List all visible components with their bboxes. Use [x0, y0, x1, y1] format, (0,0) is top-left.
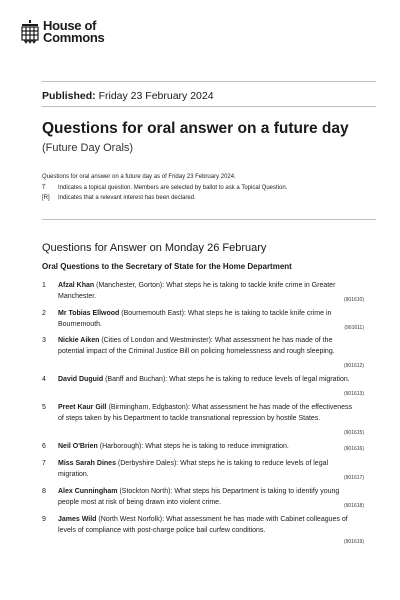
- question-ref: (901611): [344, 325, 364, 331]
- question-constituency: (Manchester, Gorton):: [96, 282, 165, 289]
- question-number: 1: [42, 282, 46, 289]
- logo-line-2: Commons: [43, 30, 105, 45]
- published-label: Published:: [42, 90, 96, 102]
- question-ref: (901612): [343, 363, 364, 369]
- question-member: Mr Tobias Ellwood: [58, 310, 120, 317]
- question-number: 7: [42, 460, 46, 467]
- notes-block: [42, 172, 287, 204]
- question-text: What steps he is taking to tackle knife crime in Greater Manchester.: [58, 282, 336, 300]
- question-item: [42, 487, 364, 509]
- question-number: 2: [42, 310, 46, 317]
- question-number: 5: [42, 404, 46, 411]
- question-constituency: (Banff and Buchan):: [105, 376, 168, 383]
- page-title: Questions for oral answer on a future day: [42, 120, 349, 137]
- notes-intro: Questions for oral answer on a future day as of Friday 23 February 2024.: [42, 174, 236, 180]
- question-number: 3: [42, 337, 46, 344]
- logo-line-1: House of: [43, 18, 97, 33]
- question-member: Preet Kaur Gill: [58, 404, 107, 411]
- question-text: What assessment he has made of the potential impact of the Criminal Justice Bill on policing homelessness and rough sleeping.: [58, 337, 335, 355]
- note-item: [42, 193, 287, 204]
- question-text: What steps he is taking to tackle knife crime in Bournemouth.: [58, 310, 332, 328]
- published-date: Friday 23 February 2024: [98, 90, 214, 102]
- published-line: [42, 90, 214, 102]
- question-number: 9: [42, 516, 46, 523]
- note-text: Indicates that a relevant interest has been declared.: [58, 195, 196, 201]
- question-ref: (901615): [343, 430, 364, 436]
- question-ref: (901619): [343, 539, 364, 545]
- question-ref: (901617): [343, 475, 364, 481]
- question-text: What steps his Department is taking to identify young people most at risk of being drawn into violent crime.: [58, 488, 340, 506]
- question-constituency: (Bournemouth East):: [121, 310, 186, 317]
- question-member: Alex Cunningham: [58, 488, 118, 495]
- department-heading: Oral Questions to the Secretary of State for the Home Department: [42, 262, 292, 271]
- note-key: T: [42, 184, 46, 191]
- divider-notes: [42, 219, 376, 220]
- question-ref: (901610): [343, 297, 364, 303]
- page-subtitle: (Future Day Orals): [42, 142, 134, 154]
- divider-published: [42, 106, 376, 107]
- question-item: [42, 375, 364, 397]
- question-item: [42, 515, 364, 545]
- section-heading: Questions for Answer on Monday 26 February: [42, 242, 267, 254]
- note-item: [42, 183, 287, 194]
- question-number: 4: [42, 376, 46, 383]
- question-member: James Wild: [58, 516, 97, 523]
- question-constituency: (Birmingham, Edgbaston):: [108, 404, 190, 411]
- question-constituency: (Stockton North):: [119, 488, 173, 495]
- question-member: David Duguid: [58, 376, 104, 383]
- question-member: Neil O'Brien: [58, 443, 98, 450]
- house-of-commons-logo: [20, 20, 104, 44]
- question-constituency: (Cities of London and Westminster):: [101, 337, 213, 344]
- question-number: 8: [42, 488, 46, 495]
- question-item: [42, 281, 364, 303]
- note-key: [R]: [42, 195, 50, 201]
- question-constituency: (Derbyshire Dales):: [117, 460, 179, 467]
- question-text: What assessment he has made of the effectiveness of steps taken by his Department to tackle transnational repression by hostile States.: [58, 404, 353, 422]
- question-text: What steps he is taking to reduce immigration.: [145, 443, 289, 450]
- question-item: [42, 459, 364, 481]
- question-text: What steps he is taking to reduce levels of legal migration.: [169, 376, 350, 383]
- logo-wordmark: [43, 20, 104, 44]
- question-member: Miss Sarah Dines: [58, 460, 116, 467]
- question-item: [42, 336, 364, 369]
- question-member: Afzal Khan: [58, 282, 95, 289]
- question-item: [42, 403, 364, 436]
- note-text: Indicates a topical question. Members are selected by ballot to ask a Topical Question.: [58, 184, 288, 191]
- question-ref: (901613): [343, 391, 364, 397]
- question-constituency: (Harborough):: [99, 443, 144, 450]
- divider-top: [42, 81, 376, 82]
- question-constituency: (North West Norfolk):: [98, 516, 165, 523]
- question-item: [42, 442, 364, 453]
- question-member: Nickie Aiken: [58, 337, 100, 344]
- question-item: [42, 309, 364, 331]
- question-text: What steps he is taking to reduce levels of legal migration.: [58, 460, 329, 478]
- portcullis-icon: [20, 20, 40, 44]
- question-number: 6: [42, 443, 46, 450]
- question-ref: (901616): [343, 446, 364, 452]
- question-ref: (901618): [343, 503, 364, 509]
- question-text: What assessment he has made with Cabinet colleagues of levels of compliance with post-charge police bail curfew conditions.: [58, 516, 348, 534]
